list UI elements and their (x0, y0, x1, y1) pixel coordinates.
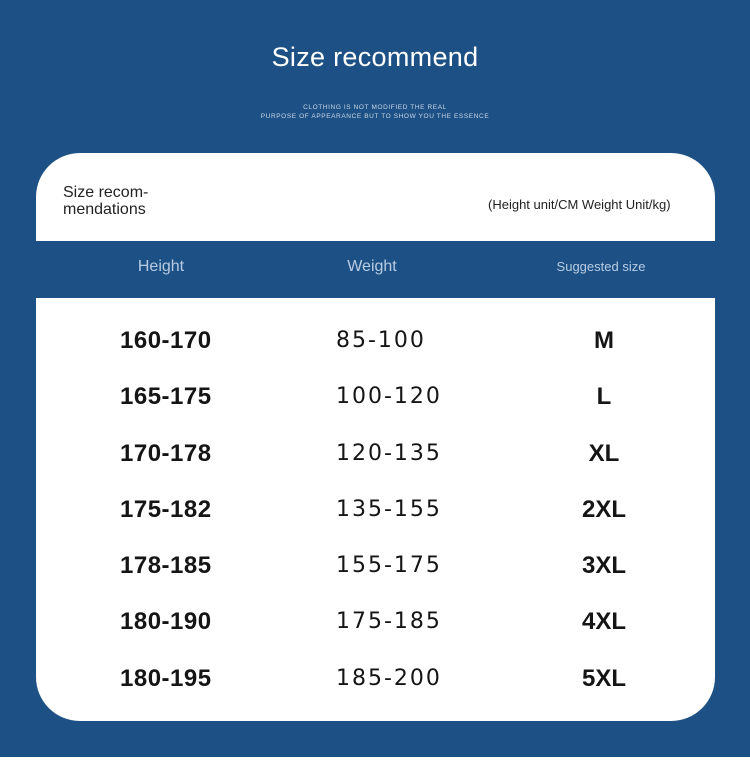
column-header-height: Height (137, 258, 185, 275)
cell-size: 4XL (581, 608, 626, 636)
tagline (0, 103, 750, 121)
cell-height: 170-178 (120, 439, 212, 467)
cell-weight: 175-185 (336, 609, 442, 635)
size-table-card (36, 153, 715, 721)
cell-size: XL (588, 439, 620, 467)
column-header-suggested-size: Suggested size (556, 259, 646, 274)
cell-size: 5XL (581, 664, 626, 692)
cell-height: 165-175 (120, 383, 212, 411)
table-row (36, 325, 715, 381)
cell-weight: 155-175 (336, 553, 442, 579)
cell-height: 180-195 (120, 664, 212, 692)
table-row (36, 494, 715, 550)
table-row (36, 663, 715, 719)
cell-size: L (596, 383, 612, 411)
cell-size: M (594, 327, 614, 354)
cell-size: 3XL (581, 552, 626, 580)
table-row (36, 381, 715, 437)
units-note: (Height unit/CM Weight Unit/kg) (488, 197, 671, 212)
cell-weight: 85-100 (336, 328, 426, 353)
cell-size: 2XL (581, 495, 626, 523)
table-header (36, 241, 715, 298)
table-row (36, 606, 715, 662)
cell-weight: 120-135 (336, 440, 442, 466)
cell-height: 175-182 (120, 495, 212, 523)
page-title: Size recommend (271, 42, 479, 72)
cell-weight: 135-155 (336, 496, 442, 522)
tagline-line-1: CLOTHING IS NOT MODIFIED THE REAL (303, 104, 447, 111)
card-title: Size recom- mendations (63, 184, 149, 218)
tagline-line-2: PURPOSE OF APPEARANCE BUT TO SHOW YOU THE ESSENCE (260, 113, 490, 120)
table-row (36, 550, 715, 606)
table-body (36, 298, 715, 719)
cell-weight: 100-120 (336, 384, 442, 410)
cell-weight: 185-200 (336, 665, 442, 691)
table-row (36, 438, 715, 494)
cell-height: 178-185 (120, 552, 212, 580)
cell-height: 160-170 (120, 327, 212, 354)
column-header-weight: Weight (347, 258, 397, 275)
cell-height: 180-190 (120, 608, 212, 636)
